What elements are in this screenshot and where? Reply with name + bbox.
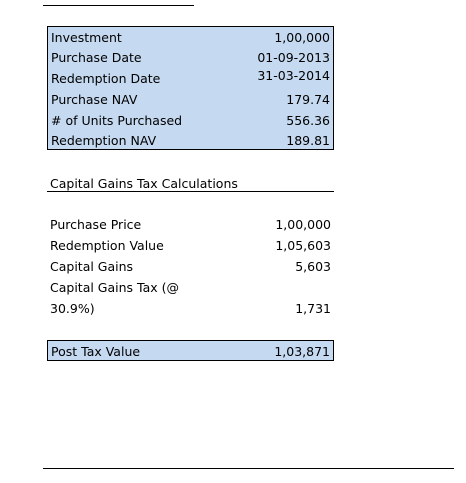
input-label: # of Units Purchased [51,113,183,128]
input-row-investment [48,27,333,48]
bottom-rule [43,468,454,469]
calc-row-capital-gains-tax [47,277,334,319]
calc-row-purchase-price [47,214,334,235]
calc-label-line2: 30.9%) [50,301,95,316]
result-value: 1,03,871 [274,344,330,359]
input-value: 556.36 [286,113,330,128]
input-value: 1,00,000 [274,30,330,45]
input-label: Purchase NAV [51,92,138,107]
post-tax-value-box [47,340,334,361]
input-row-redemption-date [48,68,333,89]
input-row-units-purchased [48,110,333,131]
input-label: Purchase Date [51,50,142,65]
input-label: Redemption Date [51,71,161,86]
calc-row-capital-gains [47,256,334,277]
section-title-underline [47,191,334,192]
top-rule [43,5,194,6]
section-title: Capital Gains Tax Calculations [50,176,238,191]
calc-label: Redemption Value [50,238,164,253]
calc-value: 5,603 [295,259,331,274]
calc-value: 1,05,603 [275,238,331,253]
input-row-purchase-nav [48,89,333,110]
result-label: Post Tax Value [51,344,141,359]
input-label: Investment [51,30,122,45]
calc-label-line1: Capital Gains Tax (@ [50,280,180,295]
inputs-table [47,26,334,150]
input-row-redemption-nav [48,130,333,151]
input-value: 31-03-2014 [257,68,330,83]
calc-label: Capital Gains [50,259,134,274]
input-value: 01-09-2013 [257,50,330,65]
input-value: 179.74 [286,92,330,107]
input-value: 189.81 [286,133,330,148]
calc-value: 1,731 [295,301,331,316]
input-label: Redemption NAV [51,133,157,148]
calc-label: Purchase Price [50,217,142,232]
calc-value: 1,00,000 [275,217,331,232]
calc-row-redemption-value [47,235,334,256]
input-row-purchase-date [48,47,333,68]
